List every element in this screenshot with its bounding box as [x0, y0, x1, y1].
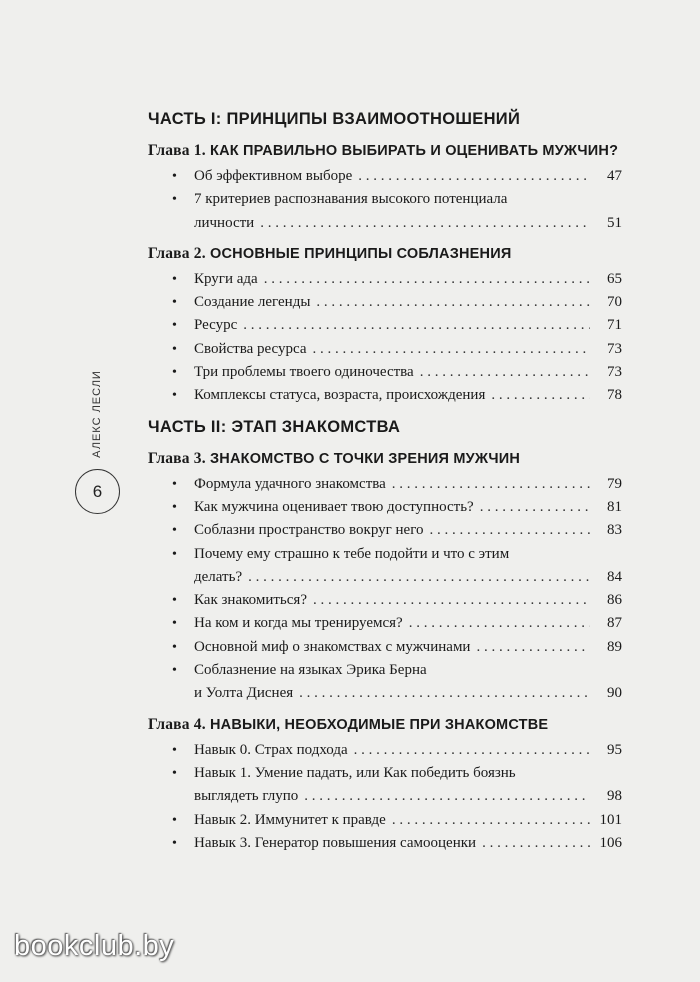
dot-leader: [316, 291, 590, 314]
bullet-icon: •: [172, 835, 177, 851]
dot-leader: [409, 612, 590, 635]
toc-entry: • Об эффективном выборе . . . 47: [148, 165, 622, 188]
dot-leader: [299, 682, 590, 705]
chapter-heading: [148, 243, 622, 265]
bullet-icon: •: [172, 616, 177, 632]
page-ref: 84: [607, 568, 622, 585]
entry-list: [148, 473, 622, 706]
bullet-icon: •: [172, 593, 177, 609]
toc-entry: • Создание легенды . . . 70: [148, 291, 622, 314]
dot-leader: [354, 739, 590, 762]
page-ref: 106: [599, 834, 622, 851]
chapter-title: ЗНАКОМСТВО С ТОЧКИ ЗРЕНИЯ МУЖЧИН: [210, 450, 521, 467]
running-author: АЛЕКС ЛЕСЛИ: [91, 370, 103, 458]
entry-list: [148, 165, 622, 235]
dot-leader: [264, 268, 590, 291]
bullet-icon: •: [172, 812, 177, 828]
toc-entry: • Навык 2. Иммунитет к правде . . . 101: [148, 809, 622, 832]
page-ref: 47: [607, 168, 622, 184]
dot-leader: [304, 785, 590, 808]
dot-leader: [482, 832, 590, 855]
page-ref: 73: [607, 340, 622, 357]
chapter-heading: [148, 448, 622, 470]
dot-leader: [313, 338, 590, 361]
dot-leader: [358, 165, 590, 188]
chapter-heading: [148, 140, 622, 162]
toc-entry: • 7 критериев распознавания высокого потенциала личности . . . 51: [148, 188, 622, 235]
bullet-icon: •: [172, 169, 177, 184]
toc-entry: • Круги ада . . . 65: [148, 268, 622, 291]
dot-leader: [430, 519, 591, 542]
entry-list: [148, 268, 622, 408]
toc-entry: • Как знакомиться? . . . 86: [148, 589, 622, 612]
bullet-icon: •: [172, 546, 177, 562]
bullet-icon: •: [172, 295, 177, 311]
toc-entry: • Основной миф о знакомствах с мужчинами . . . 89: [148, 636, 622, 659]
toc-entry: • Ресурс . . . 71: [148, 314, 622, 337]
bullet-icon: •: [172, 499, 177, 515]
page-ref: 83: [607, 522, 622, 539]
page-ref: 95: [607, 741, 622, 758]
part-title: ЧАСТЬ I: ПРИНЦИПЫ ВЗАИМООТНОШЕНИЙ: [148, 110, 521, 128]
chapter-label: Глава 1.: [148, 142, 206, 159]
page-ref: 78: [607, 387, 622, 404]
dot-leader: [313, 589, 590, 612]
dot-leader: [476, 636, 590, 659]
toc-entry: • Навык 0. Страх подхода . . . 95: [148, 739, 622, 762]
bullet-icon: •: [172, 365, 177, 381]
toc-entry: • Свойства ресурса . . . 73: [148, 338, 622, 361]
table-of-contents: [148, 106, 622, 855]
toc-entry: • Почему ему страшно к тебе подойти и что с этим делать? . . . 84: [148, 543, 622, 590]
dot-leader: [491, 384, 590, 407]
page-number-badge: [75, 469, 120, 514]
entry-list: [148, 739, 622, 855]
bullet-icon: •: [172, 192, 177, 208]
bullet-icon: •: [172, 318, 177, 334]
page-ref: 65: [607, 270, 622, 287]
bullet-icon: •: [172, 639, 177, 655]
chapter-title: КАК ПРАВИЛЬНО ВЫБИРАТЬ И ОЦЕНИВАТЬ МУЖЧИН?: [210, 143, 619, 159]
dot-leader: [420, 361, 590, 384]
toc-entry: • Соблазни пространство вокруг него . . . 83: [148, 519, 622, 542]
chapter-label: Глава 4.: [148, 715, 206, 733]
page-ref: 51: [607, 214, 622, 231]
chapter-title: НАВЫКИ, НЕОБХОДИМЫЕ ПРИ ЗНАКОМСТВЕ: [210, 716, 549, 733]
toc-entry: • Как мужчина оценивает твою доступность? . . . 81: [148, 496, 622, 519]
watermark-logo: bookclub.by: [14, 930, 175, 962]
toc-entry: • Соблазнение на языках Эрика Берна и Уолта Диснея . . . 90: [148, 659, 622, 706]
bullet-icon: •: [172, 476, 177, 492]
bullet-icon: •: [172, 765, 177, 781]
page-ref: 79: [607, 475, 622, 492]
dot-leader: [243, 314, 590, 337]
page-ref: 86: [607, 592, 622, 609]
toc-entry: • Навык 1. Умение падать, или Как победить боязнь выглядеть глупо . . . 98: [148, 762, 622, 809]
chapter-title: ОСНОВНЫЕ ПРИНЦИПЫ СОБЛАЗНЕНИЯ: [210, 245, 512, 262]
page-ref: 101: [599, 811, 622, 828]
page-ref: 81: [607, 498, 622, 515]
dot-leader: [392, 473, 590, 496]
bullet-icon: •: [172, 271, 177, 287]
toc-entry: • На ком и когда мы тренируемся? . . . 87: [148, 612, 622, 635]
part-title: ЧАСТЬ II: ЭТАП ЗНАКОМСТВА: [148, 417, 401, 436]
bullet-icon: •: [172, 663, 177, 679]
toc-entry: • Формула удачного знакомства . . . 79: [148, 473, 622, 496]
chapter-heading: [148, 714, 622, 736]
page-ref: 90: [607, 685, 622, 702]
dot-leader: [260, 212, 590, 235]
bullet-icon: •: [172, 341, 177, 357]
dot-leader: [480, 496, 590, 519]
page-ref: 73: [607, 364, 622, 381]
bullet-icon: •: [172, 523, 177, 539]
toc-entry: • Навык 3. Генератор повышения самооценки . . . 106: [148, 832, 622, 855]
page-ref: 71: [607, 317, 622, 334]
chapter-label: Глава 2.: [148, 244, 206, 262]
page-ref: 98: [607, 788, 622, 805]
toc-entry: • Три проблемы твоего одиночества . . . 73: [148, 361, 622, 384]
toc-entry: • Комплексы статуса, возраста, происхождения . . . 78: [148, 384, 622, 407]
bullet-icon: •: [172, 742, 177, 758]
dot-leader: [248, 566, 590, 589]
page-ref: 89: [607, 638, 622, 655]
page-number: 6: [92, 481, 103, 501]
chapter-label: Глава 3.: [148, 449, 206, 467]
page-ref: 87: [607, 615, 622, 632]
dot-leader: [392, 809, 590, 832]
bullet-icon: •: [172, 388, 177, 404]
page-ref: 70: [607, 294, 622, 311]
